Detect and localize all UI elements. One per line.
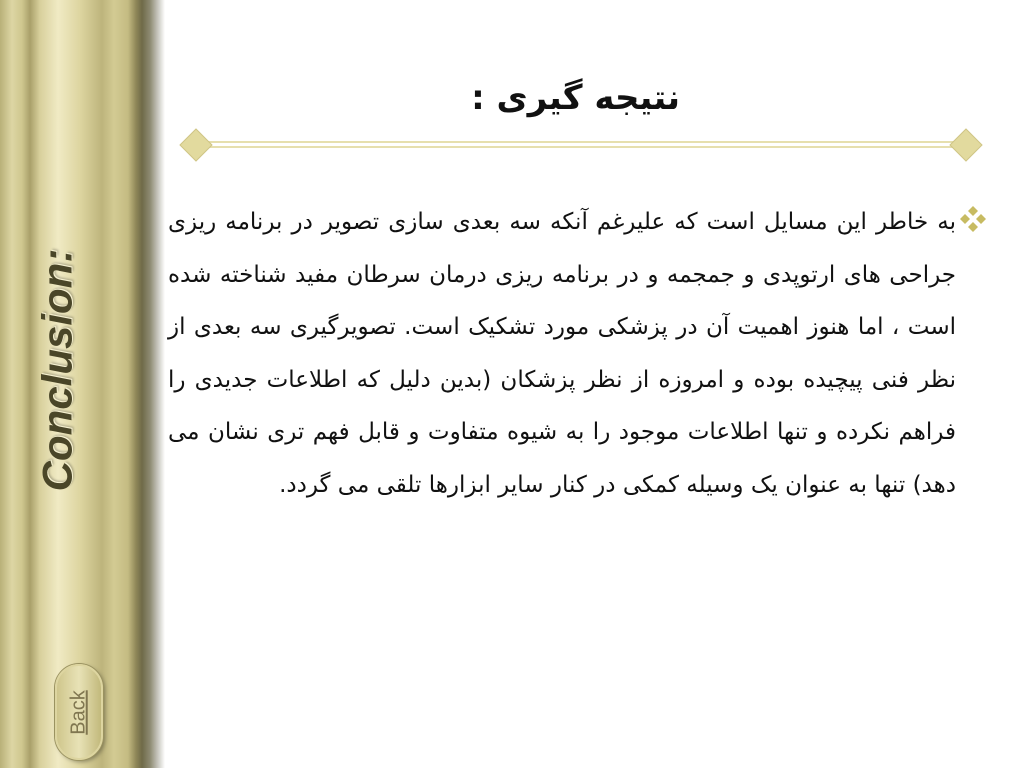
sidebar-title xyxy=(12,210,102,530)
divider-diamond-left-icon xyxy=(180,129,212,161)
decorative-sidebar xyxy=(0,0,165,768)
title-divider xyxy=(178,128,984,162)
back-button[interactable] xyxy=(55,664,103,760)
sidebar-title-text: Conclusion: xyxy=(33,248,80,492)
divider-diamond-right-icon xyxy=(950,129,982,161)
diamond-quad-bullet-icon xyxy=(958,204,988,234)
conclusion-paragraph: به خاطر این مسایل است که علیرغم آنکه سه بعدی سازی تصویر در برنامه ریزی جراحی های ارتوپدی و جمجمه و در برنامه ریزی درمان سرطان مفید شناخته شده است ، اما هنوز اهمیت آن در پزشکی مورد تشکیک است. تصویرگیری سه بعدی از نظر فنی پیچیده بوده و امروزه از نظر پزشکان (بدین دلیل که اطلاعات جدیدی را فراهم نکرده و تنها اطلاعات موجود را به شیوه متفاوت و قابل فهم تری نشان می دهد) تنها به عنوان یک وسیله کمکی در کنار سایر ابزارها تلقی می گردد. xyxy=(168,209,956,498)
slide-title: نتیجه گیری : xyxy=(471,78,680,118)
back-button-label[interactable]: Back xyxy=(67,689,90,735)
